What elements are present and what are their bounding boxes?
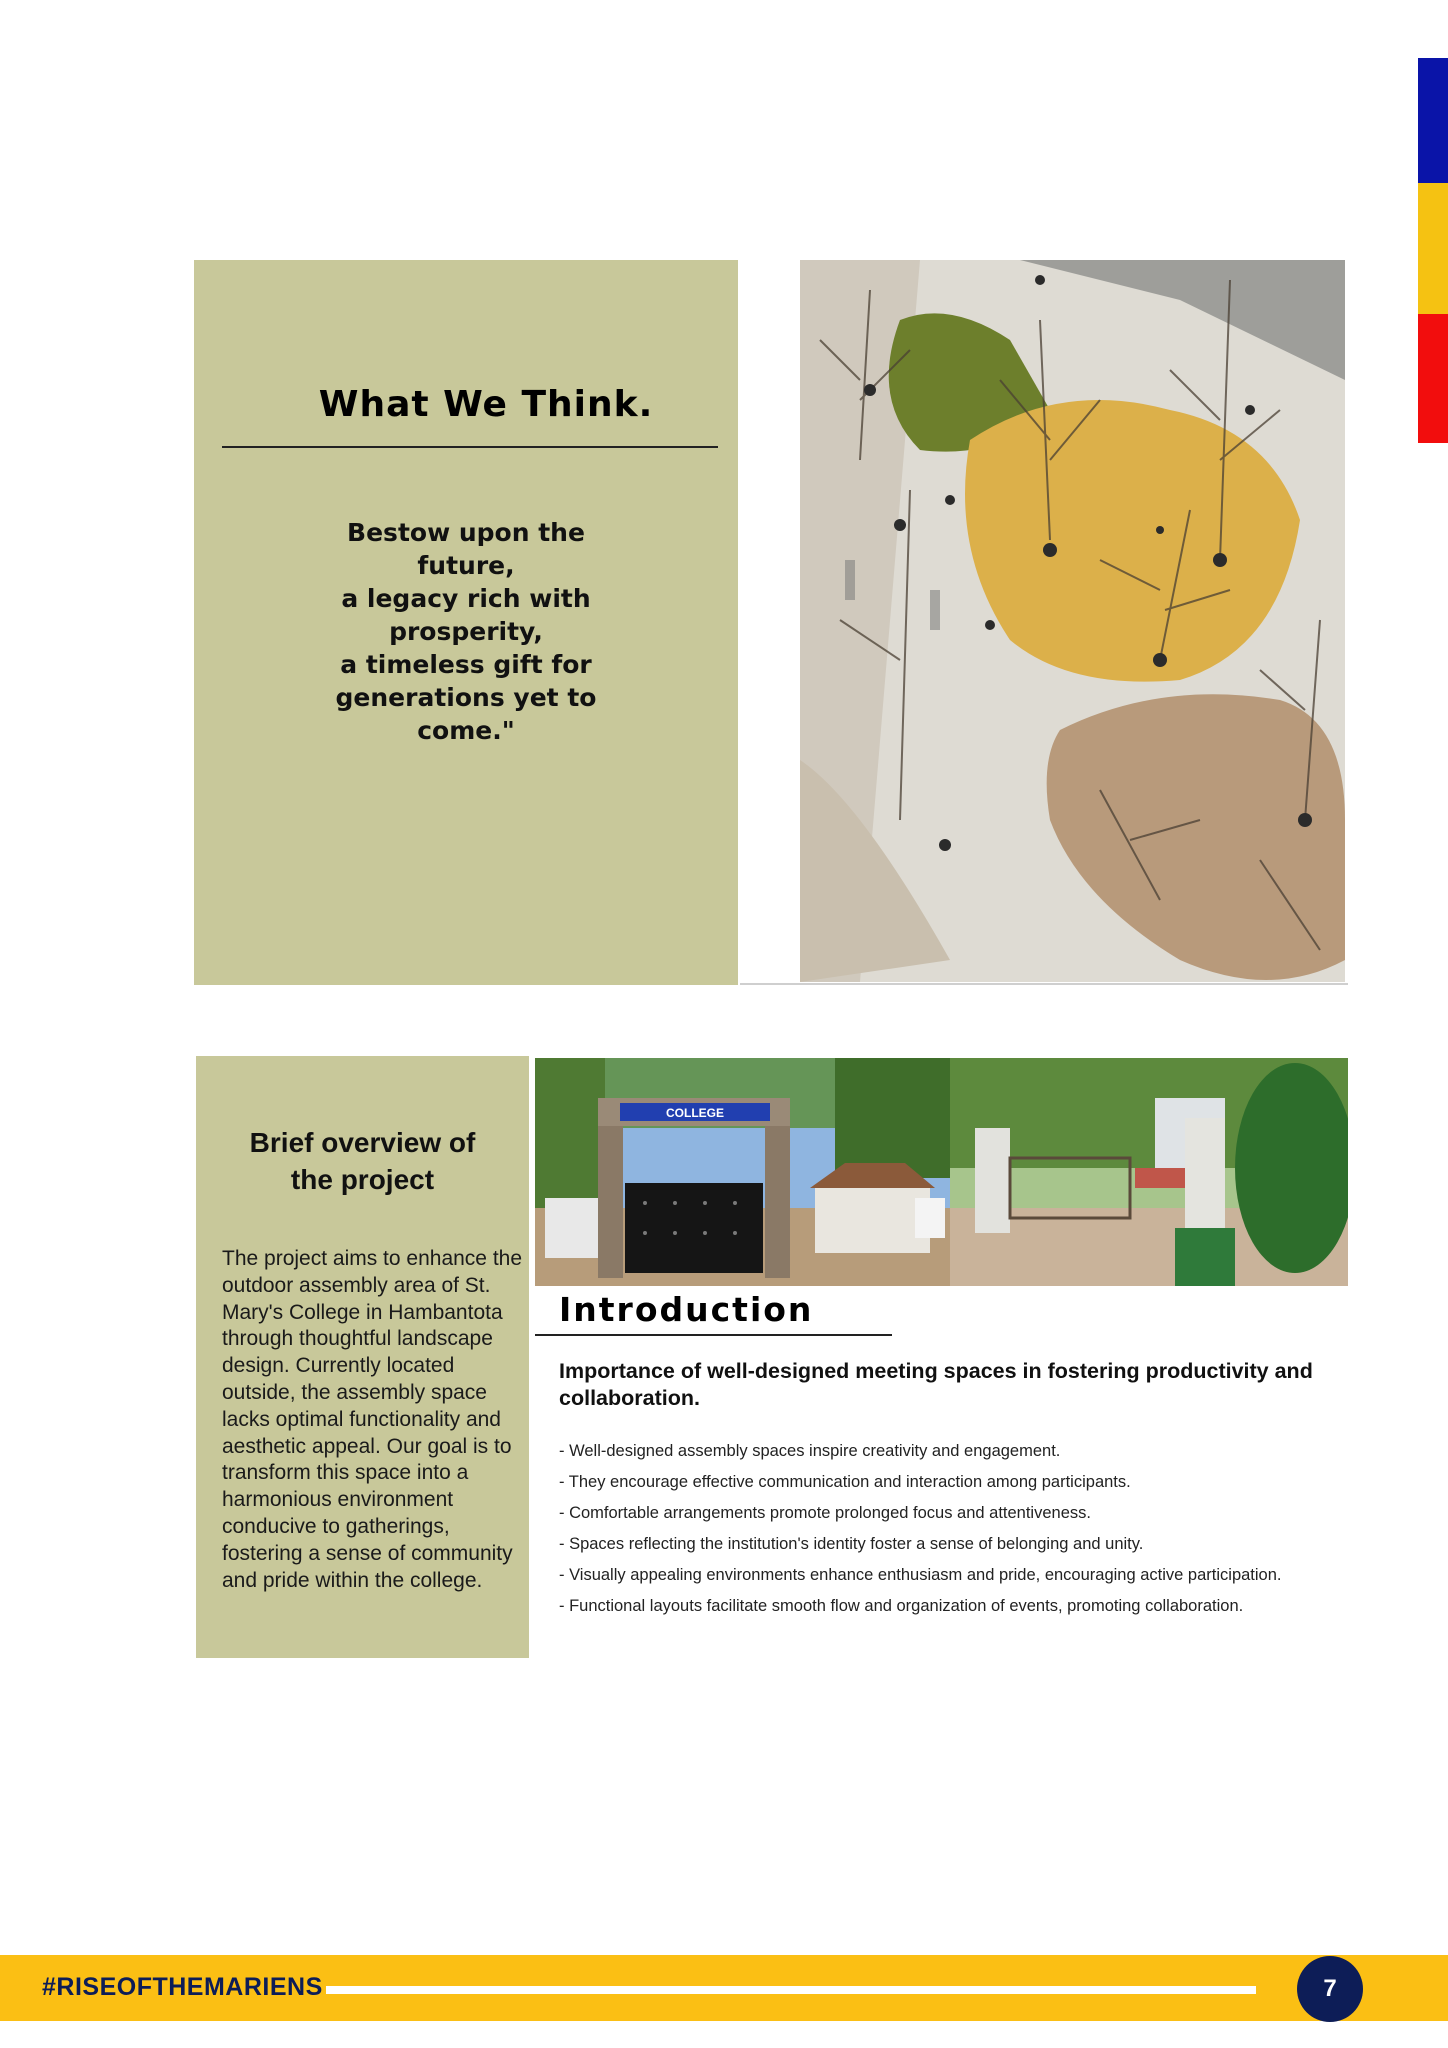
footer-rule <box>326 1986 1256 1994</box>
introduction-bullet-list <box>559 1441 1359 1627</box>
college-photos-illustration <box>535 1058 1348 1286</box>
bullet-item: - Spaces reflecting the institution's identity foster a sense of belonging and unity. <box>559 1535 1144 1553</box>
title-divider <box>222 446 718 448</box>
brief-overview-panel <box>196 1056 529 1658</box>
edge-strip-yellow <box>1418 183 1448 314</box>
brief-overview-title: Brief overview of the project <box>249 1127 476 1195</box>
vision-quote: Bestow upon the future, a legacy rich with prosperity, a timeless gift for generations yet to come." <box>335 518 597 745</box>
college-entrance-photos <box>535 1058 1348 1286</box>
bullet-item: - Functional layouts facilitate smooth flow and organization of events, promoting collaboration. <box>559 1597 1244 1615</box>
page-footer <box>0 1955 1448 2021</box>
bullet-item: - Well-designed assembly spaces inspire creativity and engagement. <box>559 1442 1061 1460</box>
section-divider <box>740 983 1348 985</box>
bullet-item: - Comfortable arrangements promote prolonged focus and attentiveness. <box>559 1504 1091 1522</box>
brief-overview-text: The project aims to enhance the outdoor assembly area of St. Mary's College in Hambantota through thoughtful landscape design. Currently located outside, the assembly space lacks optimal functionality and aesthetic appeal. Our goal is to transform this space into a harmonious environment conducive to gatherings, fostering a sense of community and pride within the college. <box>222 1247 523 1592</box>
what-we-think-panel <box>194 260 738 985</box>
edge-strip-blue <box>1418 58 1448 183</box>
introduction-title: Introduction <box>559 1290 814 1329</box>
bullet-item: - They encourage effective communication and interaction among participants. <box>559 1473 1131 1491</box>
what-we-think-title: What We Think. <box>318 384 654 425</box>
bullet-item: - Visually appealing environments enhance enthusiasm and pride, encouraging active participation. <box>559 1566 1282 1584</box>
introduction-divider <box>535 1334 892 1336</box>
introduction-heading: Importance of well-designed meeting spaces in fostering productivity and collaboration. <box>559 1359 1313 1410</box>
gate-sign-text: COLLEGE <box>665 1106 725 1120</box>
plaza-aerial-photo <box>800 260 1345 982</box>
page-number-badge: 7 <box>1297 1956 1363 2022</box>
footer-hashtag: #RISEOFTHEMARIENS <box>42 1973 323 2001</box>
edge-strip-red <box>1418 314 1448 443</box>
plaza-illustration <box>800 260 1345 982</box>
